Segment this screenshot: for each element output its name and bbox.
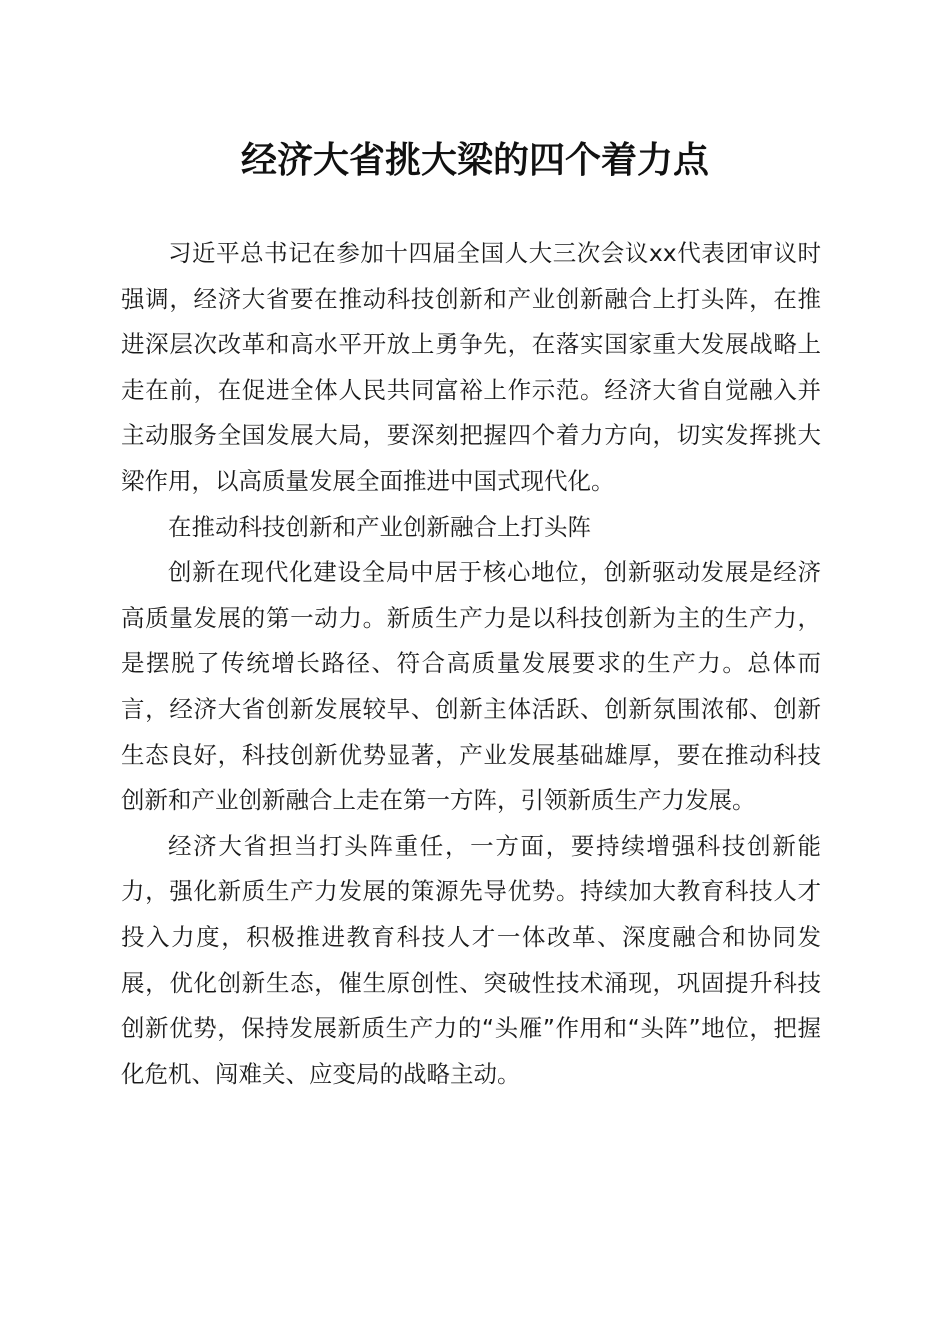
- body-paragraph: 创新在现代化建设全局中居于核心地位，创新驱动发展是经济高质量发展的第一动力。新质生产力是以科技创新为主的生产力，是摆脱了传统增长路径、符合高质量发展要求的生产力。总体而言，经济大省创新发展较早、创新主体活跃、创新氛围浓郁、创新生态良好，科技创新优势显著，产业发展基础雄厚，要在推动科技创新和产业创新融合上走在第一方阵，引领新质生产力发展。: [121, 558, 821, 815]
- section-heading: 在推动科技创新和产业创新融合上打头阵: [168, 512, 591, 541]
- document-title: 经济大省挑大梁的四个着力点: [240, 139, 709, 181]
- document-body: [121, 231, 821, 1097]
- body-paragraph: 经济大省担当打头阵重任，一方面，要持续增强科技创新能力，强化新质生产力发展的策源先导优势。持续加大教育科技人才投入力度，积极推进教育科技人才一体改革、深度融合和协同发展，优化创新生态，催生原创性、突破性技术涌现，巩固提升科技创新优势，保持发展新质生产力的“头雁”作用和“头阵”地位，把握化危机、闯难关、应变局的战略主动。: [121, 831, 821, 1088]
- intro-paragraph: 习近平总书记在参加十四届全国人大三次会议xx代表团审议时强调，经济大省要在推动科技创新和产业创新融合上打头阵，在推进深层次改革和高水平开放上勇争先，在落实国家重大发展战略上走在前，在促进全体人民共同富裕上作示范。经济大省自觉融入并主动服务全国发展大局，要深刻把握四个着力方向，切实发挥挑大梁作用，以高质量发展全面推进中国式现代化。: [121, 239, 821, 495]
